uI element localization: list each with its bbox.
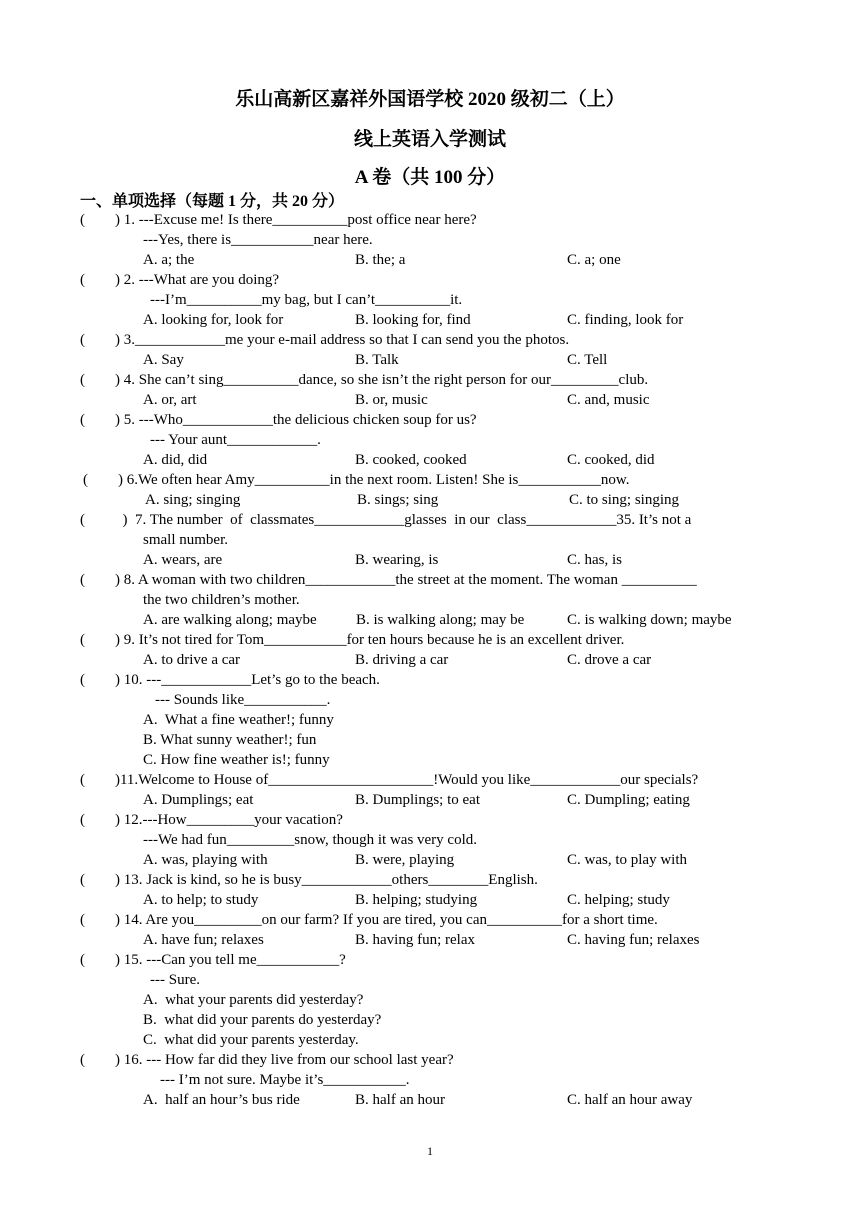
question-2-option-b: B. looking for, find — [355, 312, 471, 328]
question-13-option-c: C. helping; study — [567, 892, 670, 908]
question-9-option-b: B. driving a car — [355, 652, 449, 668]
question-14-option-c: C. having fun; relaxes — [567, 932, 700, 948]
question-16-option-c: C. half an hour away — [567, 1092, 693, 1108]
question-1-option-a: A. a; the — [143, 252, 195, 268]
question-15-option-a: A. what your parents did yesterday? — [143, 992, 364, 1008]
question-4-option-c: C. and, music — [567, 392, 650, 408]
question-5-option-b: B. cooked, cooked — [355, 452, 467, 468]
question-6-option-c: C. to sing; singing — [569, 492, 680, 508]
question-3-option-b: B. Talk — [355, 352, 399, 368]
question-5-reply: --- Your aunt____________. — [150, 432, 321, 448]
question-1-stem: ( ) 1. ---Excuse me! Is there__________post office near here? — [80, 212, 477, 228]
question-12-option-a: A. was, playing with — [143, 852, 268, 868]
question-11-stem: ( )11.Welcome to House of______________________!Would you like____________our specials? — [80, 772, 699, 788]
question-1-option-c: C. a; one — [567, 252, 621, 268]
question-2-reply: ---I’m__________my bag, but I can’t__________it. — [150, 292, 463, 308]
question-7-option-a: A. wears, are — [143, 552, 223, 568]
question-6-stem: ( ) 6.We often hear Amy__________in the next room. Listen! She is___________now. — [83, 472, 630, 488]
question-3-option-a: A. Say — [143, 352, 184, 368]
question-3-option-c: C. Tell — [567, 352, 608, 368]
question-10-option-a: A. What a fine weather!; funny — [143, 712, 334, 728]
question-10-option-c: C. How fine weather is!; funny — [143, 752, 330, 768]
question-5-stem: ( ) 5. ---Who____________the delicious chicken soup for us? — [80, 412, 477, 428]
question-9-stem: ( ) 9. It’s not tired for Tom___________for ten hours because he is an excellent driver. — [80, 632, 625, 648]
question-5-option-a: A. did, did — [143, 452, 208, 468]
question-7-stem-continued: small number. — [143, 532, 228, 548]
question-15-option-b: B. what did your parents do yesterday? — [143, 1012, 382, 1028]
question-12-option-b: B. were, playing — [355, 852, 455, 868]
document-title: 乐山高新区嘉祥外国语学校 2020 级初二（上） — [235, 89, 625, 110]
question-5-option-c: C. cooked, did — [567, 452, 655, 468]
question-12-stem: ( ) 12.---How_________your vacation? — [80, 812, 343, 828]
question-15-option-c: C. what did your parents yesterday. — [143, 1032, 359, 1048]
paper-section-title: A 卷（共 100 分） — [354, 167, 506, 188]
question-8-option-c: C. is walking down; maybe — [567, 612, 732, 628]
question-10-reply: --- Sounds like___________. — [155, 692, 331, 708]
question-14-option-a: A. have fun; relaxes — [143, 932, 264, 948]
question-13-option-a: A. to help; to study — [143, 892, 259, 908]
question-9-option-a: A. to drive a car — [143, 652, 241, 668]
question-1-reply: ---Yes, there is___________near here. — [143, 232, 373, 248]
question-15-stem: ( ) 15. ---Can you tell me___________? — [80, 952, 346, 968]
question-8-stem: ( ) 8. A woman with two children____________the street at the moment. The woman __________ — [80, 572, 697, 588]
question-6-option-b: B. sings; sing — [357, 492, 439, 508]
question-13-option-b: B. helping; studying — [355, 892, 478, 908]
question-14-option-b: B. having fun; relax — [355, 932, 475, 948]
question-8-stem-continued: the two children’s mother. — [143, 592, 300, 608]
question-3-stem: ( ) 3.____________me your e-mail address so that I can send you the photos. — [80, 332, 570, 348]
question-6-option-a: A. sing; singing — [145, 492, 241, 508]
question-9-option-c: C. drove a car — [567, 652, 652, 668]
question-8-option-b: B. is walking along; may be — [356, 612, 525, 628]
page-number: 1 — [427, 1144, 433, 1158]
question-12-option-c: C. was, to play with — [567, 852, 687, 868]
question-11-option-b: B. Dumplings; to eat — [355, 792, 480, 808]
question-7-stem: ( ) 7. The number of classmates____________glasses in our class____________35. It’s not a — [80, 512, 692, 528]
question-4-stem: ( ) 4. She can’t sing__________dance, so she isn’t the right person for our_________club. — [80, 372, 649, 388]
question-14-stem: ( ) 14. Are you_________on our farm? If you are tired, you can__________for a short time. — [80, 912, 658, 928]
question-10-option-b: B. What sunny weather!; fun — [143, 732, 317, 748]
question-4-option-b: B. or, music — [355, 392, 428, 408]
question-16-reply: --- I’m not sure. Maybe it’s___________. — [160, 1072, 410, 1088]
document-subtitle: 线上英语入学测试 — [353, 129, 506, 150]
question-2-option-c: C. finding, look for — [567, 312, 684, 328]
question-15-reply: --- Sure. — [150, 972, 200, 988]
section-heading: 一、单项选择（每题 1 分，共 20 分） — [80, 193, 345, 210]
question-2-stem: ( ) 2. ---What are you doing? — [80, 272, 280, 288]
question-1-option-b: B. the; a — [355, 252, 406, 268]
question-11-option-c: C. Dumpling; eating — [567, 792, 690, 808]
question-11-option-a: A. Dumplings; eat — [143, 792, 254, 808]
question-2-option-a: A. looking for, look for — [143, 312, 284, 328]
question-4-option-a: A. or, art — [143, 392, 197, 408]
question-10-stem: ( ) 10. ---____________Let’s go to the beach. — [80, 672, 380, 688]
question-13-stem: ( ) 13. Jack is kind, so he is busy____________others________English. — [80, 872, 538, 888]
question-7-option-c: C. has, is — [567, 552, 623, 568]
question-16-option-b: B. half an hour — [355, 1092, 445, 1108]
question-8-option-a: A. are walking along; maybe — [143, 612, 317, 628]
question-7-option-b: B. wearing, is — [355, 552, 439, 568]
question-12-reply: ---We had fun_________snow, though it was very cold. — [143, 832, 478, 848]
question-16-option-a: A. half an hour’s bus ride — [143, 1092, 300, 1108]
question-16-stem: ( ) 16. --- How far did they live from our school last year? — [80, 1052, 454, 1068]
